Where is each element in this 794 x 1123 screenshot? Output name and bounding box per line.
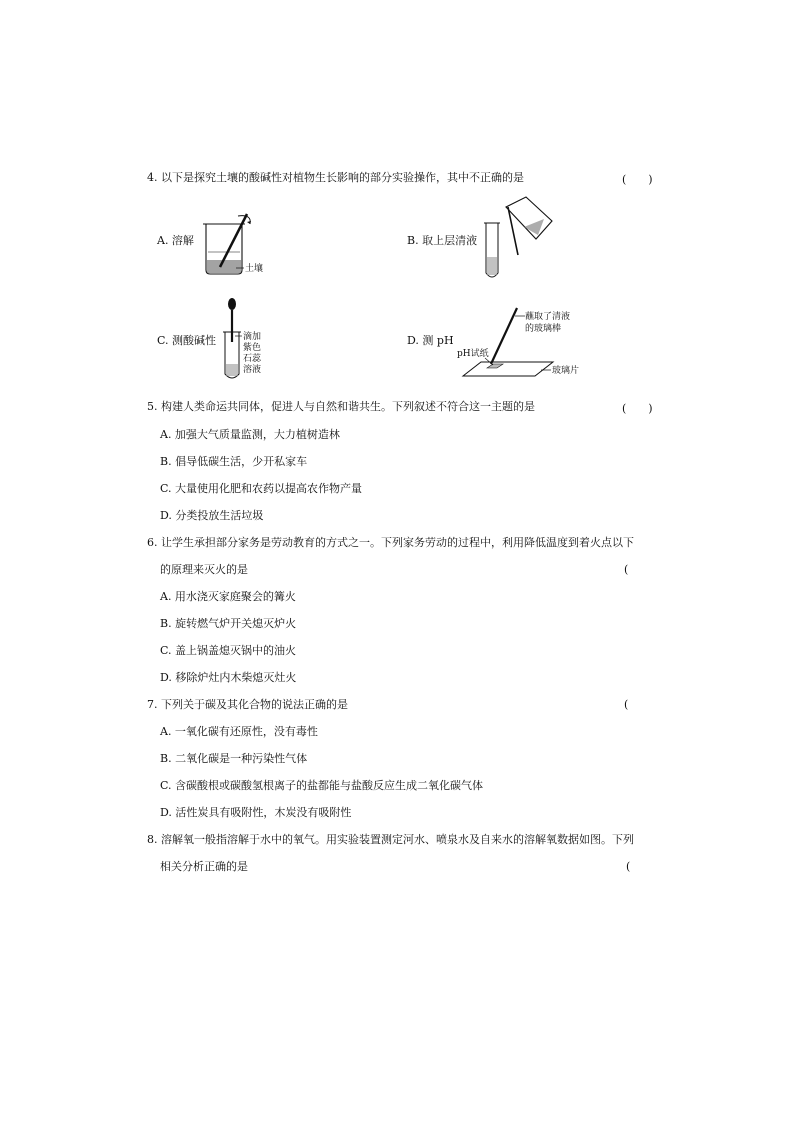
dropper-label-2: 紫色 <box>243 343 262 353</box>
q7-stem: 7. 下列关于碳及其化合物的说法正确的是 <box>147 698 348 711</box>
q8-answer-paren: ( <box>626 860 631 873</box>
dropper-label-3: 石蕊 <box>243 354 262 364</box>
q5-option-d: D. 分类投放生活垃圾 <box>160 509 264 522</box>
q4-stem: 4. 以下是探究土壤的酸碱性对植物生长影响的部分实验操作，其中不正确的是 <box>147 171 524 184</box>
q7-option-a: A. 一氧化碳有还原性，没有毒性 <box>160 725 318 738</box>
q5-option-a: A. 加强大气质量监测，大力植树造林 <box>160 428 340 441</box>
q4-option-c: C. 测酸碱性 <box>157 334 217 347</box>
q6-stem-line1: 6. 让学生承担部分家务是劳动教育的方式之一。下列家务劳动的过程中，利用降低温度到着火点以下 <box>147 536 634 549</box>
q8-stem-line1: 8. 溶解氧一般指溶解于水中的氧气。用实验装置测定河水、喷泉水及自来水的溶解氧数据如图。下列 <box>147 833 634 846</box>
glass-rod-label-2: 的玻璃棒 <box>525 324 562 334</box>
dropper-label-4: 溶液 <box>243 365 262 375</box>
q7-option-b: B. 二氧化碳是一种污染性气体 <box>160 752 308 765</box>
q8-stem-line2: 相关分析正确的是 <box>160 860 248 873</box>
q5-stem: 5. 构建人类命运共同体，促进人与自然和谐共生。下列叙述不符合这一主题的是 <box>147 400 535 413</box>
q6-option-a: A. 用水浇灭家庭聚会的篝火 <box>160 590 296 603</box>
q7-option-c: C. 含碳酸根或碳酸氢根离子的盐都能与盐酸反应生成二氧化碳气体 <box>160 779 484 792</box>
dropper-label-1: 滴加 <box>243 332 262 342</box>
pour-liquid-figure <box>478 195 558 285</box>
q4-option-a: A. 溶解 <box>157 234 194 247</box>
q5-option-c: C. 大量使用化肥和农药以提高农作物产量 <box>160 482 363 495</box>
q4-option-b: B. 取上层清液 <box>407 234 478 247</box>
glass-rod-label-1: 蘸取了清液 <box>525 312 571 322</box>
q6-stem-line2: 的原理来灭火的是 <box>160 563 248 576</box>
q7-answer-paren: ( <box>624 698 629 711</box>
q4-option-d: D. 测 pH <box>407 334 454 347</box>
q5-answer-paren: ( ) <box>622 402 653 415</box>
q7-option-d: D. 活性炭具有吸附性，木炭没有吸附性 <box>160 806 352 819</box>
soil-label: 土壤 <box>245 264 264 274</box>
test-tube-dropper-figure <box>222 296 282 384</box>
beaker-dissolve-figure <box>200 212 270 277</box>
ph-test-figure <box>455 300 595 385</box>
glass-slide-label: 玻璃片 <box>552 366 580 376</box>
q4-answer-paren: ( ) <box>622 173 653 186</box>
q6-option-b: B. 旋转燃气炉开关熄灭炉火 <box>160 617 297 630</box>
q6-option-d: D. 移除炉灶内木柴熄灭灶火 <box>160 671 297 684</box>
ph-paper-label: pH试纸 <box>457 349 489 359</box>
q6-option-c: C. 盖上锅盖熄灭锅中的油火 <box>160 644 297 657</box>
q5-option-b: B. 倡导低碳生活，少开私家车 <box>160 455 308 468</box>
q6-answer-paren: ( <box>624 563 629 576</box>
